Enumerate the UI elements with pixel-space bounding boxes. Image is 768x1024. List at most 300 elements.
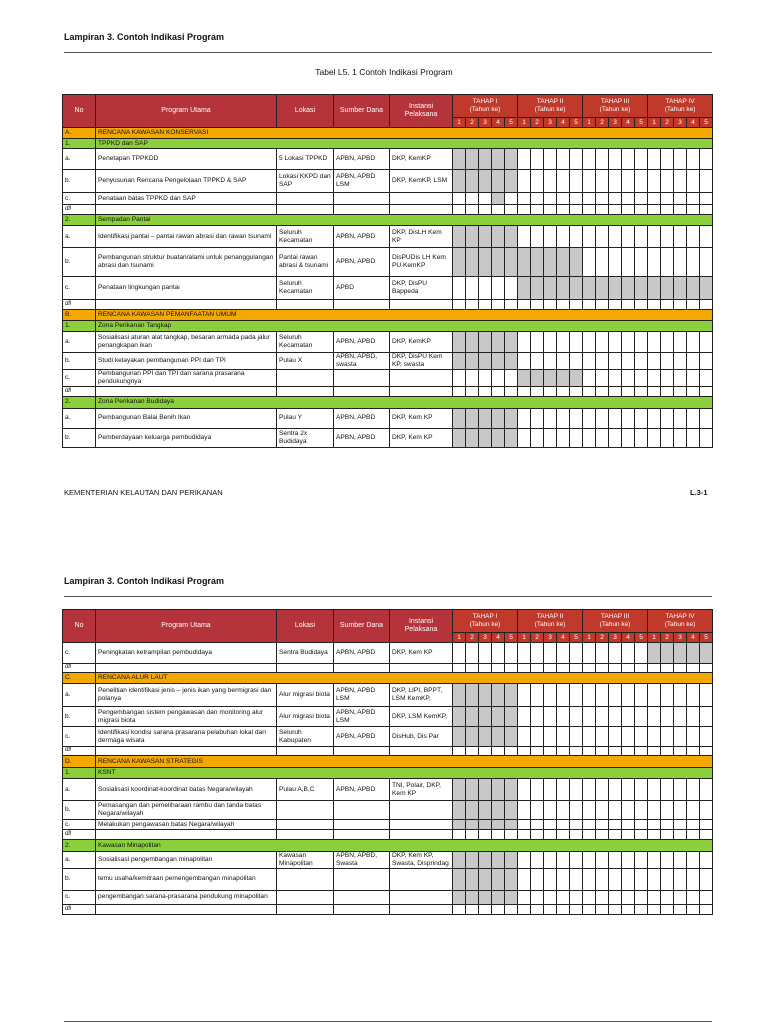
empty-cell	[635, 830, 648, 840]
lokasi-cell	[277, 890, 334, 904]
schedule-cell	[700, 868, 713, 890]
empty-cell	[531, 664, 544, 673]
lokasi-cell: Pulau A,B,C	[277, 779, 334, 801]
schedule-cell-active	[661, 643, 674, 664]
schedule-cell	[635, 643, 648, 664]
sub-number: 2.	[63, 396, 96, 408]
schedule-cell-active	[505, 868, 518, 890]
dll-label: dll	[63, 747, 96, 756]
schedule-cell	[466, 643, 479, 664]
schedule-cell	[531, 684, 544, 707]
sub-number: 2.	[63, 215, 96, 226]
schedule-cell	[570, 684, 583, 707]
schedule-cell	[635, 684, 648, 707]
tahun-ke-label: (Tahun ke)	[469, 106, 501, 113]
sub-title: Sempadan Pantai	[96, 215, 713, 226]
lokasi-cell: Sentra Budidaya	[277, 643, 334, 664]
program-row	[63, 643, 713, 664]
schedule-cell	[570, 779, 583, 801]
empty-cell	[390, 747, 453, 756]
schedule-cell	[622, 684, 635, 707]
schedule-cell	[687, 684, 700, 707]
schedule-cell	[661, 727, 674, 747]
schedule-cell	[609, 820, 622, 830]
tahap-label: TAHAP III	[600, 613, 630, 621]
schedule-cell	[570, 643, 583, 664]
year-number-cell: 3	[479, 633, 492, 643]
appendix-header: Lampiran 3. Contoh Indikasi Program	[64, 32, 225, 42]
empty-cell	[518, 664, 531, 673]
schedule-cell-active	[648, 643, 661, 664]
empty-cell	[453, 830, 466, 840]
empty-cell	[518, 830, 531, 840]
schedule-cell-active	[453, 820, 466, 830]
program-cell: Pembangunan struktur buatan/alami untuk penanggulangan abrasi dan tsunami	[96, 248, 277, 277]
schedule-cell-active	[492, 820, 505, 830]
empty-cell	[518, 904, 531, 914]
year-number-cell: 1	[518, 118, 531, 128]
schedule-cell	[700, 890, 713, 904]
schedule-cell	[583, 801, 596, 820]
section-number: D.	[63, 756, 96, 768]
schedule-cell	[531, 890, 544, 904]
schedule-cell-active	[479, 801, 492, 820]
empty-cell	[479, 664, 492, 673]
schedule-cell	[583, 727, 596, 747]
empty-cell	[596, 664, 609, 673]
section-row	[63, 673, 713, 684]
sumber-dana-cell: APBN, APBD, swasta	[334, 353, 390, 370]
empty-cell	[557, 664, 570, 673]
schedule-cell	[531, 727, 544, 747]
empty-cell	[334, 830, 390, 840]
year-number-cell: 2	[466, 633, 479, 643]
schedule-cell	[648, 684, 661, 707]
year-number-cell: 4	[622, 118, 635, 128]
empty-cell	[544, 664, 557, 673]
schedule-cell	[622, 707, 635, 727]
schedule-cell	[531, 643, 544, 664]
dll-row	[63, 747, 713, 756]
sumber-dana-cell	[334, 801, 390, 820]
schedule-cell	[635, 852, 648, 869]
col-header-lokasi: Lokasi	[277, 95, 334, 128]
lokasi-cell: Pantai rawan abrasi & tsunami	[277, 248, 334, 277]
schedule-cell	[635, 890, 648, 904]
empty-cell	[531, 904, 544, 914]
sumber-dana-cell: APBN, APBD	[334, 643, 390, 664]
schedule-cell	[505, 643, 518, 664]
empty-cell	[596, 904, 609, 914]
program-row	[63, 820, 713, 830]
empty-cell	[544, 747, 557, 756]
schedule-cell	[570, 852, 583, 869]
lokasi-cell: Alur migrasi biota	[277, 707, 334, 727]
schedule-cell-active	[479, 684, 492, 707]
empty-cell	[531, 830, 544, 840]
schedule-cell	[557, 707, 570, 727]
year-number-cell: 4	[557, 633, 570, 643]
tahun-ke-label: (Tahun ke)	[664, 106, 696, 113]
dll-label: dll	[63, 386, 96, 396]
schedule-cell	[453, 643, 466, 664]
schedule-cell-active	[466, 707, 479, 727]
empty-cell	[334, 904, 390, 914]
schedule-cell	[544, 801, 557, 820]
program-row	[63, 801, 713, 820]
schedule-cell-active	[479, 852, 492, 869]
dll-row	[63, 830, 713, 840]
year-number-cell: 3	[609, 633, 622, 643]
schedule-cell	[674, 820, 687, 830]
sumber-dana-cell: APBN, APBD	[334, 149, 390, 170]
schedule-cell-active	[479, 820, 492, 830]
schedule-cell	[635, 820, 648, 830]
schedule-cell	[700, 727, 713, 747]
schedule-cell-active	[674, 643, 687, 664]
schedule-cell-active	[479, 890, 492, 904]
year-number-cell: 3	[544, 118, 557, 128]
sumber-dana-cell	[334, 868, 390, 890]
col-header-no: No	[63, 95, 96, 128]
schedule-cell	[609, 801, 622, 820]
schedule-cell	[544, 890, 557, 904]
empty-cell	[700, 747, 713, 756]
schedule-cell-active	[492, 801, 505, 820]
schedule-cell	[544, 707, 557, 727]
empty-cell	[390, 830, 453, 840]
schedule-cell	[557, 801, 570, 820]
empty-cell	[518, 747, 531, 756]
schedule-cell-active	[492, 684, 505, 707]
schedule-cell-active	[466, 868, 479, 890]
schedule-cell	[518, 852, 531, 869]
schedule-cell	[609, 643, 622, 664]
empty-cell	[687, 747, 700, 756]
empty-cell	[687, 664, 700, 673]
schedule-cell	[531, 801, 544, 820]
program-row	[63, 868, 713, 890]
col-header-program: Program Utama	[96, 610, 277, 643]
section-row	[63, 756, 713, 768]
footer-ministry: KEMENTERIAN KELAUTAN DAN PERIKANAN	[64, 488, 223, 497]
schedule-cell-active	[453, 890, 466, 904]
program-cell: Sosialisasi pengembangan minapolitan	[96, 852, 277, 869]
empty-cell	[635, 904, 648, 914]
lokasi-cell	[277, 801, 334, 820]
schedule-cell-active	[505, 707, 518, 727]
sumber-dana-cell: APBN, APBD	[334, 248, 390, 277]
schedule-cell-active	[687, 643, 700, 664]
schedule-cell	[544, 779, 557, 801]
empty-cell	[700, 904, 713, 914]
empty-cell	[674, 747, 687, 756]
schedule-cell	[531, 820, 544, 830]
empty-cell	[557, 830, 570, 840]
schedule-cell	[583, 820, 596, 830]
schedule-cell-active	[505, 779, 518, 801]
schedule-cell	[661, 820, 674, 830]
empty-cell	[466, 904, 479, 914]
year-number-cell: 4	[492, 633, 505, 643]
sumber-dana-cell: APBN, APBD LSM	[334, 684, 390, 707]
schedule-cell	[583, 868, 596, 890]
schedule-cell	[635, 779, 648, 801]
item-number: c.	[63, 193, 96, 205]
empty-cell	[648, 904, 661, 914]
empty-cell	[583, 747, 596, 756]
section-title: RENCANA KAWASAN PEMANFAATAN UMUM	[96, 310, 713, 321]
instansi-cell: TNI, Polair, DKP, Kem KP	[390, 779, 453, 801]
schedule-cell	[583, 643, 596, 664]
lokasi-cell: Seluruh Kecamatan	[277, 277, 334, 300]
schedule-cell	[518, 707, 531, 727]
year-number-cell: 2	[596, 633, 609, 643]
col-header-tahap-4	[648, 610, 713, 633]
tahun-ke-label: (Tahun ke)	[534, 106, 566, 113]
year-number-cell: 5	[700, 118, 713, 128]
dll-row	[63, 664, 713, 673]
section-title: RENCANA KAWASAN KONSERVASI	[96, 128, 713, 139]
subsection-row	[63, 768, 713, 779]
schedule-cell	[648, 890, 661, 904]
lokasi-cell	[277, 820, 334, 830]
item-number: a.	[63, 779, 96, 801]
schedule-cell-active	[505, 801, 518, 820]
schedule-cell	[700, 852, 713, 869]
schedule-cell	[648, 820, 661, 830]
schedule-cell	[648, 868, 661, 890]
empty-cell	[277, 664, 334, 673]
schedule-cell-active	[492, 890, 505, 904]
instansi-cell: DisHub, Dis Par	[390, 727, 453, 747]
schedule-cell	[674, 707, 687, 727]
year-number-cell: 3	[674, 118, 687, 128]
schedule-cell	[661, 852, 674, 869]
schedule-cell	[596, 779, 609, 801]
section-number: A.	[63, 128, 96, 139]
schedule-cell	[609, 852, 622, 869]
empty-cell	[505, 664, 518, 673]
instansi-cell: DKP, Kem KP	[390, 428, 453, 447]
program-cell: Pembangunan PPI dan TPI dan sarana prasarana pendukungnya	[96, 369, 277, 386]
schedule-cell	[622, 779, 635, 801]
empty-cell	[570, 904, 583, 914]
sumber-dana-cell	[334, 820, 390, 830]
schedule-cell-active	[492, 727, 505, 747]
sumber-dana-cell: APBN, APBD	[334, 332, 390, 353]
year-number-cell: 2	[596, 118, 609, 128]
empty-cell	[583, 904, 596, 914]
schedule-cell	[557, 727, 570, 747]
lokasi-cell: Kawasan Minapolitan	[277, 852, 334, 869]
sumber-dana-cell: APBN, APBD, Swasta	[334, 852, 390, 869]
section-number: C.	[63, 673, 96, 684]
schedule-cell-active	[453, 852, 466, 869]
year-number-cell: 4	[687, 633, 700, 643]
schedule-cell-active	[466, 727, 479, 747]
year-number-cell: 4	[492, 118, 505, 128]
empty-cell	[609, 904, 622, 914]
schedule-cell	[635, 801, 648, 820]
program-row	[63, 684, 713, 707]
tahap-label: TAHAP IV	[665, 98, 695, 106]
empty-cell	[609, 664, 622, 673]
program-row	[63, 707, 713, 727]
program-cell: Pengembangan sistem pengawasan dan monitoring alur migrasi biota	[96, 707, 277, 727]
section-number: B.	[63, 310, 96, 321]
empty-cell	[96, 747, 277, 756]
program-cell: Identifikasi pantai – pantai rawan abrasi dan rawan tsunami	[96, 226, 277, 248]
col-header-sumber-dana: Sumber Dana	[334, 95, 390, 128]
program-cell: Identifikasi kondisi sarana prasarana pelabuhan lokal dan dermaga wisata	[96, 727, 277, 747]
empty-cell	[622, 747, 635, 756]
schedule-cell	[531, 868, 544, 890]
year-number-cell: 5	[700, 633, 713, 643]
lokasi-cell: 5 Lokasi TPPKD	[277, 149, 334, 170]
schedule-cell-active	[492, 852, 505, 869]
schedule-cell	[570, 890, 583, 904]
schedule-cell	[583, 684, 596, 707]
empty-cell	[505, 747, 518, 756]
tahap-label: TAHAP II	[536, 613, 564, 621]
empty-cell	[505, 830, 518, 840]
empty-cell	[609, 747, 622, 756]
schedule-cell	[622, 890, 635, 904]
program-cell: Sosialisasi aturan alat tangkap, besaran armada pada jalur penangkapan ikan	[96, 332, 277, 353]
schedule-cell	[518, 779, 531, 801]
program-cell: temu usaha/kemitraan pemengembangan minapolitan	[96, 868, 277, 890]
sumber-dana-cell: APBN, APBD	[334, 408, 390, 428]
empty-cell	[453, 904, 466, 914]
schedule-cell-active	[466, 801, 479, 820]
schedule-cell	[557, 868, 570, 890]
schedule-cell	[661, 779, 674, 801]
empty-cell	[390, 904, 453, 914]
sub-title: Zona Perikanan Budidaya	[96, 396, 713, 408]
item-number: a.	[63, 332, 96, 353]
schedule-cell-active	[453, 801, 466, 820]
schedule-cell	[622, 801, 635, 820]
instansi-cell: DKP, DisLH Kem KP	[390, 226, 453, 248]
schedule-cell	[596, 684, 609, 707]
empty-cell	[453, 747, 466, 756]
program-cell: Penelitian identifikasi jenis – jenis ikan yang bermigrasi dan polanya	[96, 684, 277, 707]
empty-cell	[96, 830, 277, 840]
year-number-cell: 3	[479, 118, 492, 128]
year-number-cell: 3	[544, 633, 557, 643]
empty-cell	[596, 830, 609, 840]
schedule-cell-active	[466, 852, 479, 869]
empty-cell	[596, 747, 609, 756]
empty-cell	[334, 664, 390, 673]
schedule-cell-active	[479, 779, 492, 801]
schedule-cell	[609, 779, 622, 801]
lokasi-cell: Sentra 2x Budidaya	[277, 428, 334, 447]
sub-number: 1.	[63, 321, 96, 332]
col-header-sumber-dana: Sumber Dana	[334, 610, 390, 643]
schedule-cell-active	[492, 868, 505, 890]
schedule-cell	[661, 868, 674, 890]
item-number: b.	[63, 707, 96, 727]
program-cell: Studi kelayakan pembangunan PPI dan TPI	[96, 353, 277, 370]
empty-cell	[661, 664, 674, 673]
dll-label: dll	[63, 830, 96, 840]
program-cell: Penetapan TPPKDD	[96, 149, 277, 170]
schedule-cell	[687, 801, 700, 820]
schedule-cell	[661, 890, 674, 904]
indikasi-program-table-2	[62, 609, 713, 915]
schedule-cell-active	[466, 890, 479, 904]
schedule-cell	[648, 707, 661, 727]
schedule-cell	[583, 890, 596, 904]
schedule-cell	[700, 684, 713, 707]
schedule-cell-active	[505, 727, 518, 747]
item-number: b.	[63, 353, 96, 370]
schedule-cell	[544, 684, 557, 707]
empty-cell	[466, 664, 479, 673]
footer-page-number: L.3-1	[690, 488, 708, 497]
year-number-cell: 4	[622, 633, 635, 643]
sumber-dana-cell: APBN, APBD	[334, 226, 390, 248]
schedule-cell	[687, 890, 700, 904]
lokasi-cell: Seluruh Kecamatan	[277, 226, 334, 248]
empty-cell	[492, 747, 505, 756]
schedule-cell	[557, 779, 570, 801]
instansi-cell	[390, 820, 453, 830]
empty-cell	[492, 830, 505, 840]
schedule-cell	[544, 852, 557, 869]
empty-cell	[648, 664, 661, 673]
schedule-cell	[544, 868, 557, 890]
tahap-label: TAHAP I	[472, 613, 498, 621]
schedule-cell	[700, 707, 713, 727]
empty-cell	[96, 664, 277, 673]
program-cell: Pemberdayaan keluarga pembudidaya	[96, 428, 277, 447]
table-title: Tabel L5. 1 Contoh Indikasi Program	[315, 67, 453, 77]
item-number: c.	[63, 277, 96, 300]
empty-cell	[648, 830, 661, 840]
item-number: b.	[63, 248, 96, 277]
program-cell: Pembangunan Balai Benih Ikan	[96, 408, 277, 428]
lokasi-cell	[277, 868, 334, 890]
schedule-cell	[518, 890, 531, 904]
empty-cell	[544, 904, 557, 914]
sub-number: 1.	[63, 139, 96, 149]
empty-cell	[544, 830, 557, 840]
schedule-cell	[557, 890, 570, 904]
schedule-cell	[531, 852, 544, 869]
empty-cell	[466, 830, 479, 840]
empty-cell	[492, 664, 505, 673]
schedule-cell	[518, 684, 531, 707]
empty-cell	[277, 830, 334, 840]
year-number-cell: 5	[505, 633, 518, 643]
schedule-cell	[596, 707, 609, 727]
instansi-cell: DKP, KemKP	[390, 149, 453, 170]
sumber-dana-cell: APBN, APBD	[334, 727, 390, 747]
schedule-cell	[531, 779, 544, 801]
program-cell: pengembangan sarana-prasarana pendukung minapolitan	[96, 890, 277, 904]
sumber-dana-cell	[334, 890, 390, 904]
schedule-cell	[518, 868, 531, 890]
sumber-dana-cell: APBD	[334, 277, 390, 300]
schedule-cell-active	[453, 868, 466, 890]
schedule-cell	[609, 684, 622, 707]
schedule-cell	[687, 779, 700, 801]
program-row	[63, 852, 713, 869]
schedule-cell-active	[466, 779, 479, 801]
